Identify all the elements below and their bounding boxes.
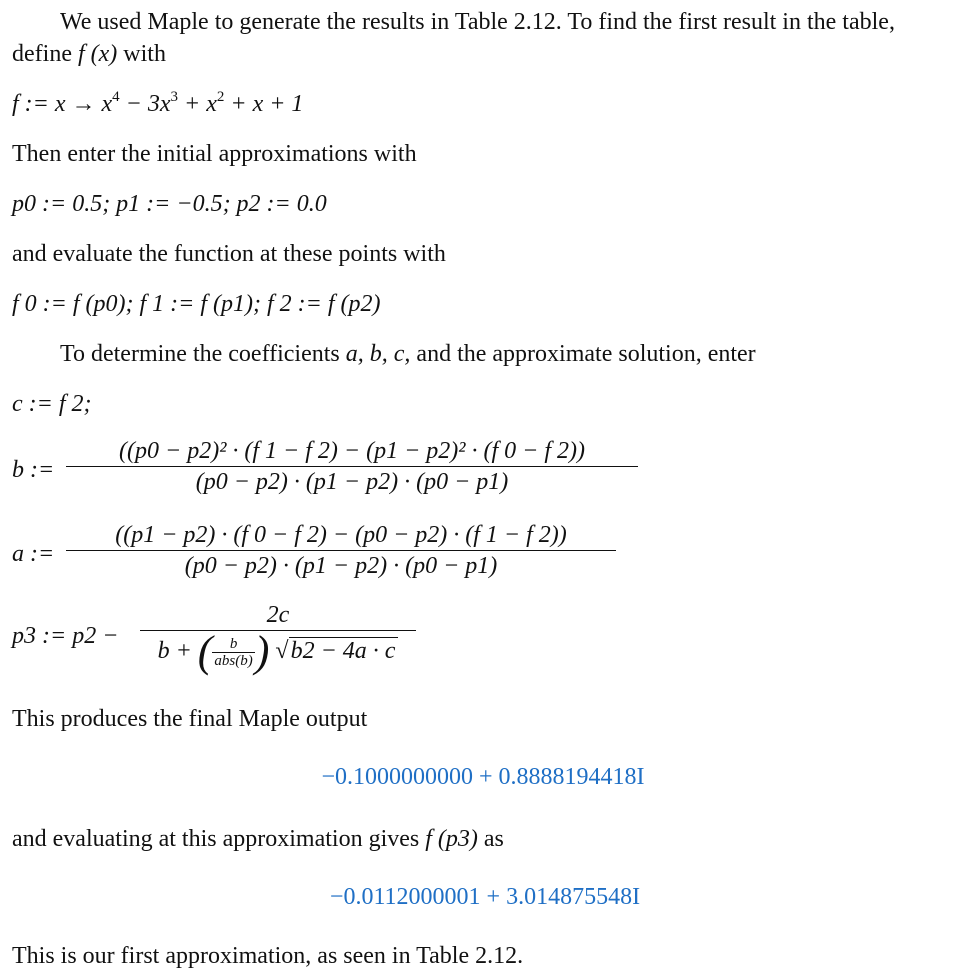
a-fraction — [66, 520, 616, 581]
p3-numerator: 2c — [266, 602, 290, 628]
paragraph-1-line-1: We used Maple to generate the results in Table 2.12. To find the first result in the table, — [60, 9, 895, 35]
function-definition — [12, 90, 303, 121]
output-value: −0.1000000000 + 0.8888194418I — [321, 764, 645, 790]
math: b + — [157, 638, 192, 664]
math: − 3x — [119, 91, 171, 117]
math: + x + 1 — [224, 91, 304, 117]
text: and the approximate solution, enter — [410, 341, 756, 367]
paragraph-1-line-2 — [12, 40, 166, 68]
text: To determine the coefficients — [60, 341, 346, 367]
sqrt-argument: b2 − 4a · c — [289, 637, 399, 664]
exp: 3 — [170, 89, 179, 105]
a-lhs: a := — [12, 541, 55, 567]
p3-lhs: p3 := p2 − — [12, 623, 119, 649]
a-denominator: (p0 − p2) · (p1 − p2) · (p0 − p1) — [184, 553, 498, 579]
initial-approximations: p0 := 0.5; p1 := −0.5; p2 := 0.0 — [12, 191, 327, 217]
paren-open: ( — [197, 627, 213, 676]
paragraph-5: This produces the final Maple output — [12, 706, 368, 732]
text: as — [477, 826, 504, 852]
text: with — [117, 41, 166, 67]
paragraph-3: and evaluate the function at these points with — [12, 241, 446, 267]
math: + x — [178, 91, 217, 117]
sf-den: abs(b) — [214, 652, 253, 669]
math: f (p3) — [425, 826, 478, 852]
text: and evaluating at this approximation gives — [12, 826, 426, 852]
math-vars: a, b, c, — [345, 341, 411, 367]
exp: 4 — [112, 89, 120, 105]
paragraph-6 — [12, 825, 504, 853]
b-numerator: ((p0 − p2)² · (f 1 − f 2) − (p1 − p2)² · (f 0 − f 2)) — [119, 438, 585, 464]
paragraph-4 — [60, 340, 756, 368]
paragraph-2: Then enter the initial approximations with — [12, 141, 417, 167]
b-denominator: (p0 − p2) · (p1 − p2) · (p0 − p1) — [195, 469, 509, 495]
sign-fraction — [212, 636, 254, 669]
b-lhs: b := — [12, 457, 55, 483]
output-value: −0.0112000001 + 3.014875548I — [329, 884, 641, 910]
sf-num: b — [229, 635, 238, 652]
exp: 2 — [216, 89, 225, 105]
p3-fraction — [140, 600, 416, 676]
p3-denominator — [152, 627, 405, 676]
paragraph-7: This is our first approximation, as seen in Table 2.12. — [12, 943, 524, 969]
a-numerator: ((p1 − p2) · (f 0 − f 2) − (p0 − p2) · (f 1 − f 2)) — [115, 522, 567, 548]
maple-output-1 — [0, 762, 970, 792]
paren-close: ) — [254, 627, 270, 676]
b-fraction — [66, 436, 638, 497]
c-definition: c := f 2; — [12, 391, 92, 417]
function-evaluations: f 0 := f (p0); f 1 := f (p1); f 2 := f (p2) — [12, 291, 381, 317]
maple-output-2 — [0, 882, 970, 912]
math: f := x → x — [12, 91, 113, 117]
text: define — [12, 41, 72, 67]
square-root: √b2 − 4a · c — [275, 631, 398, 671]
math-fx: f (x) — [77, 41, 118, 67]
